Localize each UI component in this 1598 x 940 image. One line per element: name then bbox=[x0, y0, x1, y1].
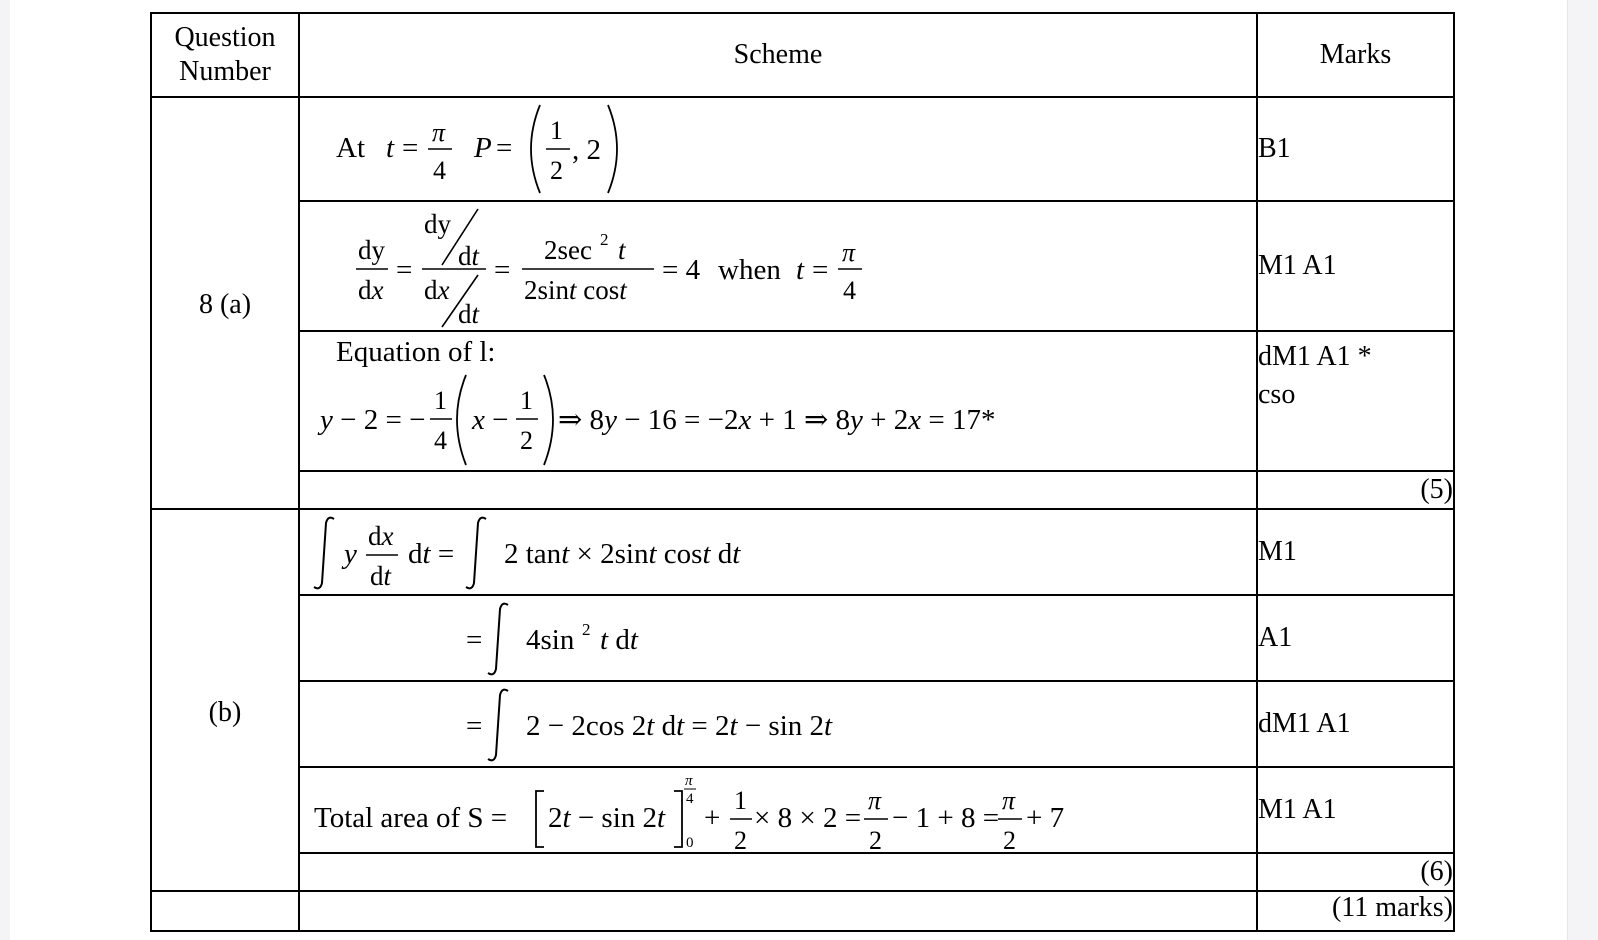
svg-text:2: 2 bbox=[550, 156, 563, 185]
svg-text:2: 2 bbox=[520, 426, 533, 455]
svg-text:At: At bbox=[336, 132, 365, 164]
svg-text:t dt: t dt bbox=[600, 624, 638, 656]
math-total-area bbox=[300, 769, 1240, 851]
header-row bbox=[151, 13, 1454, 97]
svg-text:4: 4 bbox=[843, 276, 856, 305]
svg-text:4: 4 bbox=[433, 156, 446, 185]
scheme-row bbox=[151, 331, 1454, 471]
svg-text:2 − 2cos 2t dt = 2t − sin 2t: 2 − 2cos 2t dt = 2t − sin 2t bbox=[526, 710, 833, 742]
svg-text:2t − sin 2t: 2t − sin 2t bbox=[548, 802, 666, 834]
svg-text:× 8 × 2 =: × 8 × 2 = bbox=[754, 802, 862, 834]
svg-text:dt: dt bbox=[458, 241, 480, 271]
svg-text:2sint cost: 2sint cost bbox=[524, 275, 627, 305]
svg-text:π: π bbox=[842, 238, 856, 267]
scheme-row bbox=[151, 201, 1454, 331]
svg-text:1: 1 bbox=[734, 786, 747, 815]
svg-text:, 2: , 2 bbox=[572, 134, 601, 166]
subtotal-marks: (6) bbox=[1257, 853, 1454, 891]
scheme-row bbox=[151, 97, 1454, 201]
svg-text:2sec: 2sec bbox=[544, 235, 592, 265]
viewer-left-edge bbox=[0, 0, 10, 940]
scheme-cell-empty bbox=[299, 853, 1257, 891]
svg-text:y: y bbox=[344, 538, 357, 570]
svg-text:2: 2 bbox=[734, 826, 747, 851]
svg-text:π: π bbox=[685, 773, 693, 789]
equation-heading: Equation of l: bbox=[336, 336, 496, 368]
svg-text:dy: dy bbox=[358, 235, 385, 265]
svg-text:t: t bbox=[796, 254, 805, 286]
scheme-cell-integral-sin2 bbox=[299, 595, 1257, 681]
marks-cell: M1 A1 bbox=[1257, 201, 1454, 331]
scheme-row bbox=[151, 767, 1454, 853]
svg-text:2: 2 bbox=[582, 620, 591, 639]
svg-text:1: 1 bbox=[434, 386, 447, 415]
svg-text:x −: x − bbox=[472, 404, 509, 436]
svg-text:2: 2 bbox=[869, 826, 882, 851]
question-label-8a: 8 (a) bbox=[151, 97, 299, 509]
svg-text:+: + bbox=[704, 802, 721, 834]
question-number-header: Question Number bbox=[151, 13, 299, 97]
marks-cell: dM1 A1 bbox=[1257, 681, 1454, 767]
svg-text:+ 7: + 7 bbox=[1026, 802, 1065, 834]
svg-text:dt: dt bbox=[458, 299, 480, 329]
math-integral-sin2 bbox=[300, 597, 1240, 679]
scheme-cell-point-p bbox=[299, 97, 1257, 201]
svg-text:2: 2 bbox=[1003, 826, 1016, 851]
svg-text:t: t bbox=[386, 132, 395, 164]
svg-text:dt =: dt = bbox=[408, 538, 455, 570]
svg-text:=: = bbox=[396, 254, 413, 286]
total-row bbox=[151, 891, 1454, 931]
scheme-header: Scheme bbox=[299, 13, 1257, 97]
math-point-p bbox=[300, 99, 1240, 199]
svg-text:π: π bbox=[432, 118, 446, 147]
svg-text:=: = bbox=[494, 254, 511, 286]
question-label-b: (b) bbox=[151, 509, 299, 891]
math-integral-cos2t bbox=[300, 683, 1240, 765]
scheme-row bbox=[151, 681, 1454, 767]
svg-text:0: 0 bbox=[686, 835, 694, 851]
svg-text:1: 1 bbox=[550, 116, 563, 145]
svg-text:1: 1 bbox=[520, 386, 533, 415]
scheme-cell-gradient bbox=[299, 201, 1257, 331]
svg-text:dt: dt bbox=[370, 561, 392, 591]
svg-text:dy: dy bbox=[424, 209, 451, 239]
svg-text:t: t bbox=[618, 235, 626, 265]
svg-text:=: = bbox=[496, 132, 513, 164]
scheme-row bbox=[151, 595, 1454, 681]
svg-text:=: = bbox=[466, 624, 483, 656]
svg-text:dx: dx bbox=[358, 275, 384, 305]
svg-text:when: when bbox=[718, 254, 781, 286]
svg-text:dx: dx bbox=[368, 521, 394, 551]
svg-text:=: = bbox=[812, 254, 829, 286]
svg-text:dx: dx bbox=[424, 275, 450, 305]
scrollbar-gutter[interactable] bbox=[1567, 0, 1598, 940]
subtotal-marks: (5) bbox=[1257, 471, 1454, 509]
math-gradient bbox=[300, 203, 1240, 329]
scheme-cell-integral-cos2t bbox=[299, 681, 1257, 767]
svg-text:⇒ 8y − 16 = −2x + 1 ⇒ 8y + 2x: ⇒ 8y − 16 = −2x + 1 ⇒ 8y + 2x = 17* bbox=[558, 404, 996, 436]
scheme-cell-empty bbox=[299, 891, 1257, 931]
marks-cell: B1 bbox=[1257, 97, 1454, 201]
marks-cell: dM1 A1 * cso bbox=[1257, 331, 1454, 471]
svg-text:− 1 + 8 =: − 1 + 8 = bbox=[892, 802, 1000, 834]
svg-text:π: π bbox=[1002, 786, 1016, 815]
subtotal-row bbox=[151, 853, 1454, 891]
svg-text:2: 2 bbox=[600, 230, 609, 249]
svg-text:y − 2 = −: y − 2 = − bbox=[320, 404, 426, 436]
svg-text:4sin: 4sin bbox=[526, 624, 575, 656]
scheme-cell-empty bbox=[299, 471, 1257, 509]
marks-header: Marks bbox=[1257, 13, 1454, 97]
math-integral-setup bbox=[300, 511, 1240, 593]
mark-scheme-table bbox=[150, 12, 1455, 932]
svg-text:4: 4 bbox=[686, 791, 694, 807]
svg-text:=: = bbox=[402, 132, 419, 164]
svg-text:P: P bbox=[474, 132, 492, 164]
svg-text:=: = bbox=[466, 710, 483, 742]
total-marks: (11 marks) bbox=[1257, 891, 1454, 931]
scheme-cell-integral-setup bbox=[299, 509, 1257, 595]
total-area-prefix: Total area of S = bbox=[314, 802, 508, 834]
question-cell-empty bbox=[151, 891, 299, 931]
marks-cell: M1 bbox=[1257, 509, 1454, 595]
svg-text:2 tant × 2sint cost dt: 2 tant × 2sint cost dt bbox=[504, 538, 741, 570]
marks-cell: M1 A1 bbox=[1257, 767, 1454, 853]
scheme-cell-equation-of-l bbox=[299, 331, 1257, 471]
svg-text:= 4: = 4 bbox=[662, 254, 701, 286]
scheme-row bbox=[151, 509, 1454, 595]
scheme-cell-total-area bbox=[299, 767, 1257, 853]
marks-cell: A1 bbox=[1257, 595, 1454, 681]
svg-text:4: 4 bbox=[434, 426, 447, 455]
subtotal-row bbox=[151, 471, 1454, 509]
svg-text:π: π bbox=[868, 786, 882, 815]
